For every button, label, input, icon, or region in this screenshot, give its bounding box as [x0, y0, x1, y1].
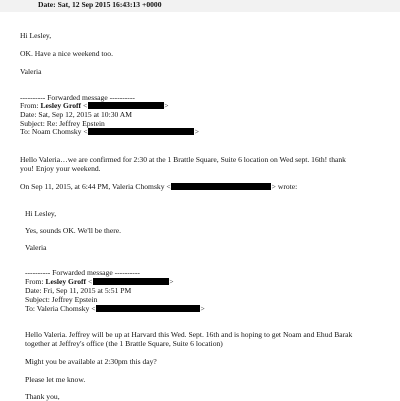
forward1-from-open: <: [82, 101, 88, 110]
forward2-from-close: >: [169, 277, 174, 286]
forward1-from-name: Lesley Groff: [40, 101, 82, 110]
reply-body: OK. Have a nice weekend too.: [20, 49, 113, 58]
forward1-from-close: >: [164, 101, 169, 110]
quote1-intro-suffix: > wrote:: [271, 182, 298, 191]
quote1-body: Yes, sounds OK. We'll be there.: [25, 226, 122, 235]
forward2-body-line1: Hello Valeria. Jeffrey will be up at Harvard this Wed. Sept. 16th and is hoping to get Noam and Ehud Barak: [25, 330, 353, 339]
redaction-block: [96, 305, 200, 312]
redaction-block: [171, 183, 271, 190]
date-value: Sat, 12 Sep 2015 16:43:13 +0000: [57, 0, 162, 9]
date-label: Date:: [38, 0, 56, 9]
forward1-to-label: To: Noam Chomsky: [20, 127, 82, 136]
forward2-subject: Subject: Jeffrey Epstein: [25, 295, 98, 304]
forward2-from-name: Lesley Groff: [45, 277, 87, 286]
redaction-block: [88, 102, 164, 109]
forward1-divider: ---------- Forwarded message ----------: [20, 93, 135, 102]
header-date: [38, 0, 162, 9]
reply-greeting: Hi Lesley,: [20, 31, 52, 40]
forward2-to: [25, 304, 205, 313]
forward2-to-label: To: Valeria Chomsky: [25, 304, 90, 313]
forward1-from: [20, 101, 169, 110]
redaction-block: [93, 278, 169, 285]
quote1-signature: Valeria: [25, 243, 47, 252]
forward1-body-line1: Hello Valeria…we are confirmed for 2:30 at the 1 Brattle Square, Suite 6 location on Wed sept. 16th! thank: [20, 155, 346, 164]
quote1-greeting: Hi Lesley,: [25, 209, 57, 218]
forward1-to-close: >: [194, 127, 199, 136]
forward2-from-label: From:: [25, 277, 44, 286]
redaction-block: [88, 128, 194, 135]
forward2-from: [25, 277, 174, 286]
quote1-intro-prefix: On Sep 11, 2015, at 6:44 PM, Valeria Chomsky <: [20, 182, 171, 191]
forward2-divider: ---------- Forwarded message ----------: [25, 268, 140, 277]
reply-signature: Valeria: [20, 67, 42, 76]
forward2-to-open: <: [91, 304, 96, 313]
forward1-subject: Subject: Re: Jeffrey Epstein: [20, 119, 105, 128]
quote1-intro: [20, 182, 297, 191]
forward2-to-close: >: [200, 304, 205, 313]
forward2-date: Date: Fri, Sep 11, 2015 at 5:51 PM: [25, 286, 132, 295]
forward2-question: Might you be available at 2:30pm this day?: [25, 357, 157, 366]
forward2-closing: Thank you,: [25, 392, 60, 401]
forward1-to: [20, 127, 199, 136]
forward1-from-label: From:: [20, 101, 39, 110]
forward1-body-line2: you! Enjoy your weekend.: [20, 164, 101, 173]
forward2-body-line2: together at Jeffrey's office (the 1 Brattle Square, Suite 6 location): [25, 339, 223, 348]
forward1-to-open: <: [83, 127, 88, 136]
forward2-request: Please let me know.: [25, 375, 86, 384]
forward1-date: Date: Sat, Sep 12, 2015 at 10:30 AM: [20, 110, 133, 119]
forward2-from-open: <: [87, 277, 93, 286]
